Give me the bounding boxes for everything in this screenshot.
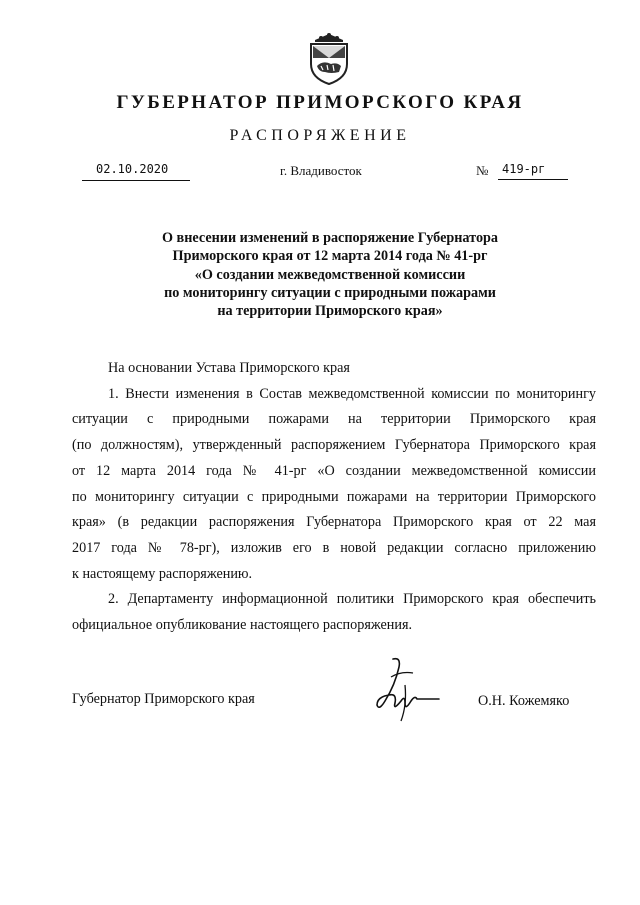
- handwritten-signature: [355, 655, 440, 723]
- number-sign: №: [476, 163, 489, 178]
- title-line: О внесении изменений в распоряжение Губернатора: [161, 230, 499, 246]
- title-line: Приморского края от 12 марта 2014 года № 41-рг: [172, 248, 488, 265]
- paragraph-1-line: края» (в редакции распоряжения Губернатора Приморского края от 22 мая: [72, 514, 596, 531]
- paragraph-1-line: 1. Внести изменения в Состав межведомственной комиссии по мониторингу: [108, 385, 596, 402]
- paragraph-1-line: 2017 года № 78-рг), изложив его в новой редакции согласно приложению: [72, 539, 596, 556]
- date-field: [82, 162, 190, 181]
- paragraph-1-line: ситуации с природными пожарами на территории Приморского края: [72, 411, 596, 428]
- coat-of-arms-icon: [305, 30, 353, 86]
- signatory-title: Губернатор Приморского края: [72, 691, 255, 707]
- paragraph-1-line: (по должностям), утвержденный распоряжением Губернатора Приморского края: [72, 437, 596, 454]
- organization-title: ГУБЕРНАТОР ПРИМОРСКОГО КРАЯ: [116, 92, 524, 113]
- title-line: на территории Приморского края»: [217, 303, 443, 320]
- title-line: по мониторингу ситуации с природными пожарами: [164, 284, 496, 301]
- number-underline: [498, 179, 568, 180]
- document-city: г. Владивосток: [280, 163, 362, 178]
- document-date: 02.10.2020: [96, 162, 169, 176]
- document-number: 419-рг: [502, 162, 546, 176]
- paragraph-1-line: к настоящему распоряжению.: [72, 565, 253, 582]
- paragraph-2-line: официальное опубликование настоящего распоряжения.: [72, 617, 413, 634]
- paragraph-1-line: по мониторингу ситуации с природными пожарами на территории Приморского: [72, 488, 596, 505]
- paragraph-1-line: от 12 марта 2014 года № 41-рг «О создании межведомственной комиссии: [72, 462, 596, 479]
- document-type: РАСПОРЯЖЕНИЕ: [229, 127, 411, 144]
- title-line: «О создании межведомственной комиссии: [194, 266, 466, 283]
- signatory-name: О.Н. Кожемяко: [478, 693, 570, 709]
- basis-line: На основании Устава Приморского края: [108, 360, 350, 376]
- number-field: [476, 162, 568, 180]
- document-title: [140, 229, 520, 320]
- paragraph-2-line: 2. Департаменту информационной политики Приморского края обеспечить: [108, 591, 596, 608]
- document-body: [72, 356, 596, 639]
